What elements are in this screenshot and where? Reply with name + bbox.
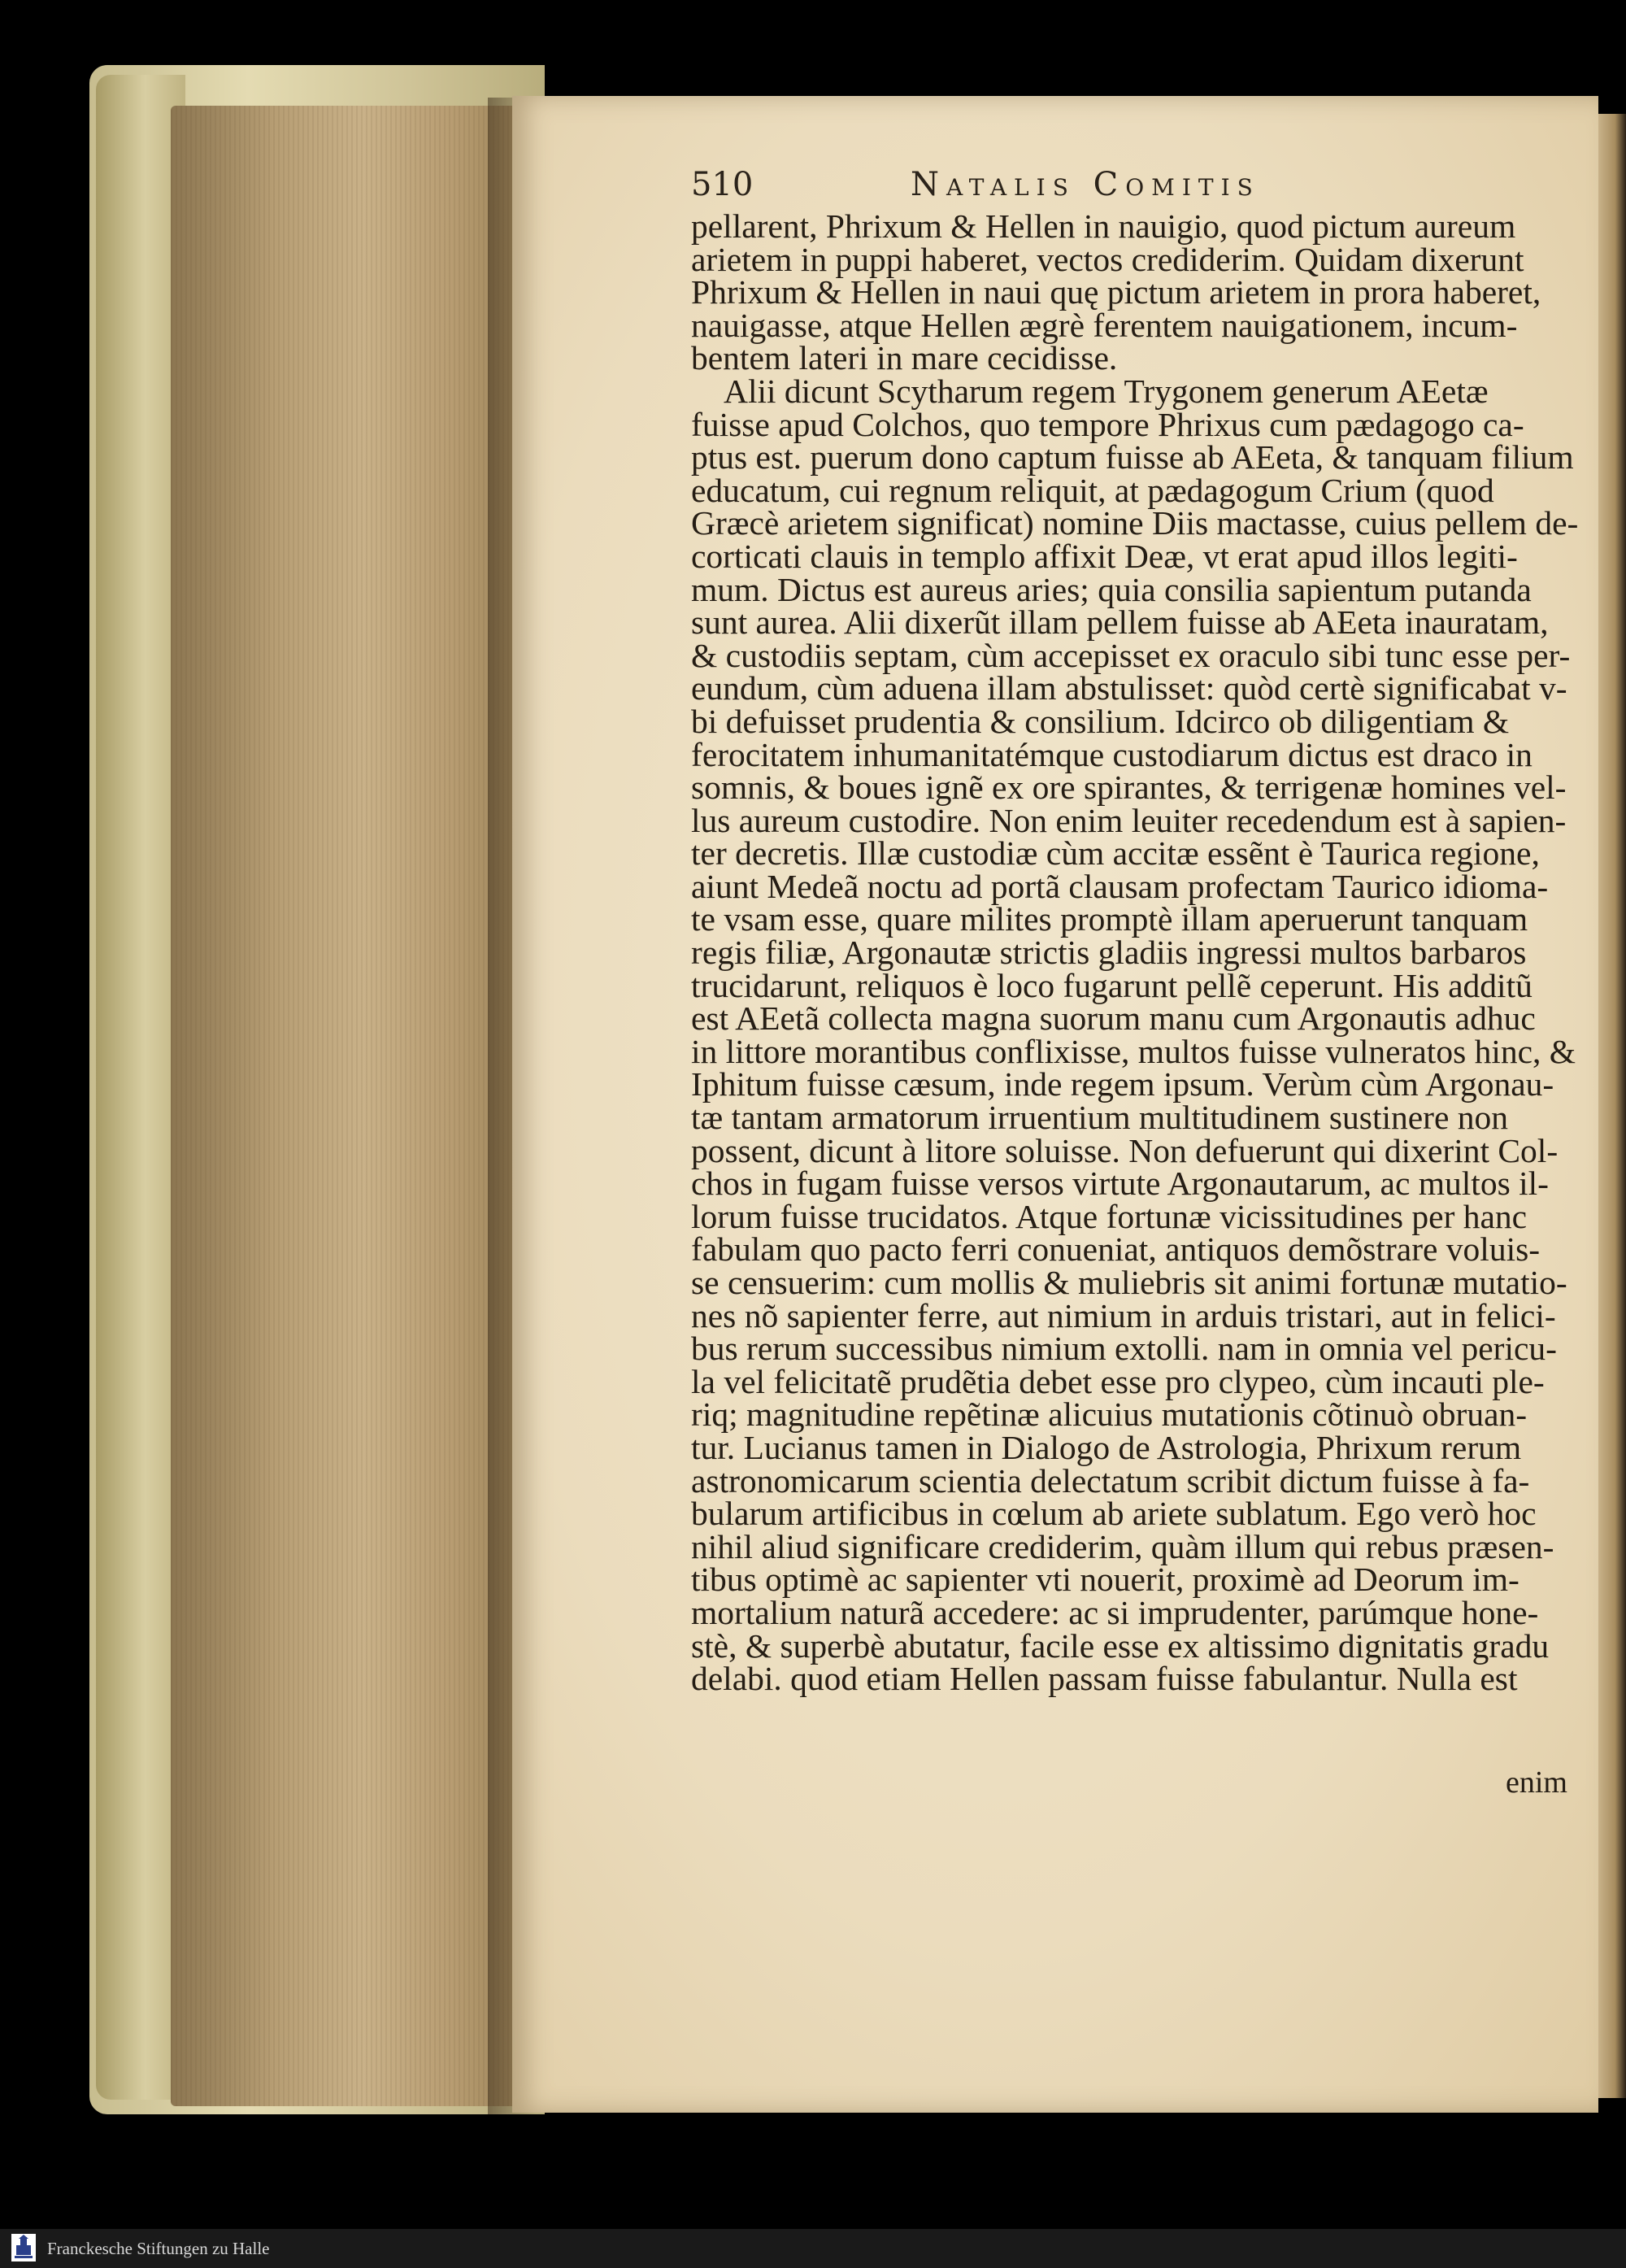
institution-logo-icon xyxy=(11,2234,36,2261)
text-line: bularum artificibus in cœlum ab ariete sublatum. Ego verò hoc xyxy=(691,1495,1537,1533)
text-line: bentem lateri in mare cecidisse. xyxy=(691,339,1118,377)
text-line: tur. Lucianus tamen in Dialogo de Astrologia, Phrixum rerum xyxy=(691,1428,1522,1466)
text-line: fabulam quo pacto ferri conueniat, antiquos demõstrare voluis- xyxy=(691,1230,1541,1269)
text-line: est AEetã collecta magna suorum manu cum Argonautis adhuc xyxy=(691,999,1536,1038)
text-line: tibus optimè ac sapienter vti nouerit, proximè ad Deorum im- xyxy=(691,1561,1519,1599)
text-line: eundum, cùm aduena illam abstulisset: quòd certè significabat v- xyxy=(691,669,1567,707)
text-line: Iphitum fuisse cæsum, inde regem ipsum. Verùm cùm Argonau- xyxy=(691,1065,1554,1104)
text-line: trucidarunt, reliquos è loco fugarunt pellẽ ceperunt. His additũ xyxy=(691,966,1533,1004)
page-number: 510 xyxy=(691,166,754,203)
text-line: tæ tantam armatorum irruentium multitudinem sustinere non xyxy=(691,1099,1509,1137)
text-block xyxy=(691,207,1579,1698)
facing-page-edge xyxy=(1598,114,1626,2098)
text-line: ter decretis. Illæ custodiæ cùm accitæ essẽnt è Taurica regione, xyxy=(691,834,1540,873)
text-line: possent, dicunt à litore soluisse. Non defuerunt qui dixerint Col- xyxy=(691,1131,1559,1169)
text-line: lorum fuisse trucidatos. Atque fortunæ vicissitudines per hanc xyxy=(691,1197,1528,1235)
text-line: chos in fugam fuisse versos virtute Argonautarum, ac multos il- xyxy=(691,1164,1549,1203)
text-line: nauigasse, atque Hellen ægrè ferentem nauigationem, incum- xyxy=(691,306,1518,344)
text-line: arietem in puppi haberet, vectos crediderim. Quidam dixerunt xyxy=(691,240,1524,278)
text-line: regis filiæ, Argonautæ strictis gladiis ingressi multos barbaros xyxy=(691,934,1527,972)
text-line: riq; magnitudine repẽtinæ alicuius mutationis cõtinuò obruan- xyxy=(691,1395,1528,1434)
text-line: corticati clauis in templo affixit Deæ, vt erat apud illos legiti- xyxy=(691,537,1518,575)
text-line: in littore morantibus conflixisse, multos fuisse vulneratos hinc, & xyxy=(691,1032,1576,1070)
text-line: Alii dicunt Scytharum regem Trygonem generum AEetæ xyxy=(724,372,1489,410)
text-line: mortalium naturã accedere: ac si imprudenter, parúmque hone- xyxy=(691,1593,1539,1631)
text-line: ferocitatem inhumanitatémque custodiarum dictus est draco in xyxy=(691,735,1533,773)
text-line: fuisse apud Colchos, quo tempore Phrixus cum pædagogo ca- xyxy=(691,405,1524,443)
text-line: stè, & superbè abutatur, facile esse ex altissimo dignitatis gradu xyxy=(691,1626,1550,1665)
text-line: bus rerum successibus nimium extolli. nam in omnia vel pericu- xyxy=(691,1330,1557,1368)
text-line: mum. Dictus est aureus aries; quia consilia sapientum putanda xyxy=(691,570,1532,608)
text-line: sunt aurea. Alii dixerũt illam pellem fuisse ab AEeta inauratam, xyxy=(691,603,1549,642)
catchword: enim xyxy=(1506,1765,1567,1800)
running-title: Natalis Comitis xyxy=(911,166,1260,203)
text-line: pellarent, Phrixum & Hellen in nauigio, quod pictum aureum xyxy=(691,207,1516,245)
text-line: aiunt Medeã noctu ad portã clausam profectam Taurico idioma- xyxy=(691,867,1549,905)
text-line: lus aureum custodire. Non enim leuiter recedendum est à sapien- xyxy=(691,801,1567,839)
text-line: astronomicarum scientia delectatum scribit dictum fuisse à fa- xyxy=(691,1461,1530,1500)
text-line: Phrixum & Hellen in naui quę pictum arietem in prora haberet, xyxy=(691,273,1541,311)
page-header xyxy=(691,166,1504,207)
page-edges xyxy=(171,106,520,2106)
text-line: bi defuisset prudentia & consilium. Idcirco ob diligentiam & xyxy=(691,702,1510,740)
text-line: te vsam esse, quare milites promptè illam aperuerunt tanquam xyxy=(691,900,1528,938)
text-line: ptus est. puerum dono captum fuisse ab AEeta, & tanquam filium xyxy=(691,438,1574,477)
text-line: la vel felicitatẽ prudẽtia debet esse pro clypeo, cùm incauti ple- xyxy=(691,1362,1545,1400)
text-line: se censuerim: cum mollis & muliebris sit animi fortunæ mutatio- xyxy=(691,1264,1567,1301)
text-line: delabi. quod etiam Hellen passam fuisse fabulantur. Nulla est xyxy=(691,1660,1518,1698)
footer-bar xyxy=(0,2229,1626,2268)
text-line: Græcè arietem significat) nomine Diis mactasse, cuius pellem de- xyxy=(691,504,1579,542)
institution-name: Franckesche Stiftungen zu Halle xyxy=(47,2239,270,2258)
text-line: nihil aliud significare crediderim, quàm illum qui rebus præsen- xyxy=(691,1527,1554,1565)
text-line: & custodiis septam, cùm accepisset ex oraculo sibi tunc esse per- xyxy=(691,636,1571,674)
book-page xyxy=(512,96,1598,2113)
text-line: educatum, cui regnum reliquit, at pædagogum Crium (quod xyxy=(691,471,1494,509)
text-line: somnis, & boues ignẽ ex ore spirantes, & terrigenæ homines vel- xyxy=(691,768,1567,807)
text-line: nes nõ sapienter ferre, aut nimium in arduis tristari, aut in felici- xyxy=(691,1296,1556,1334)
